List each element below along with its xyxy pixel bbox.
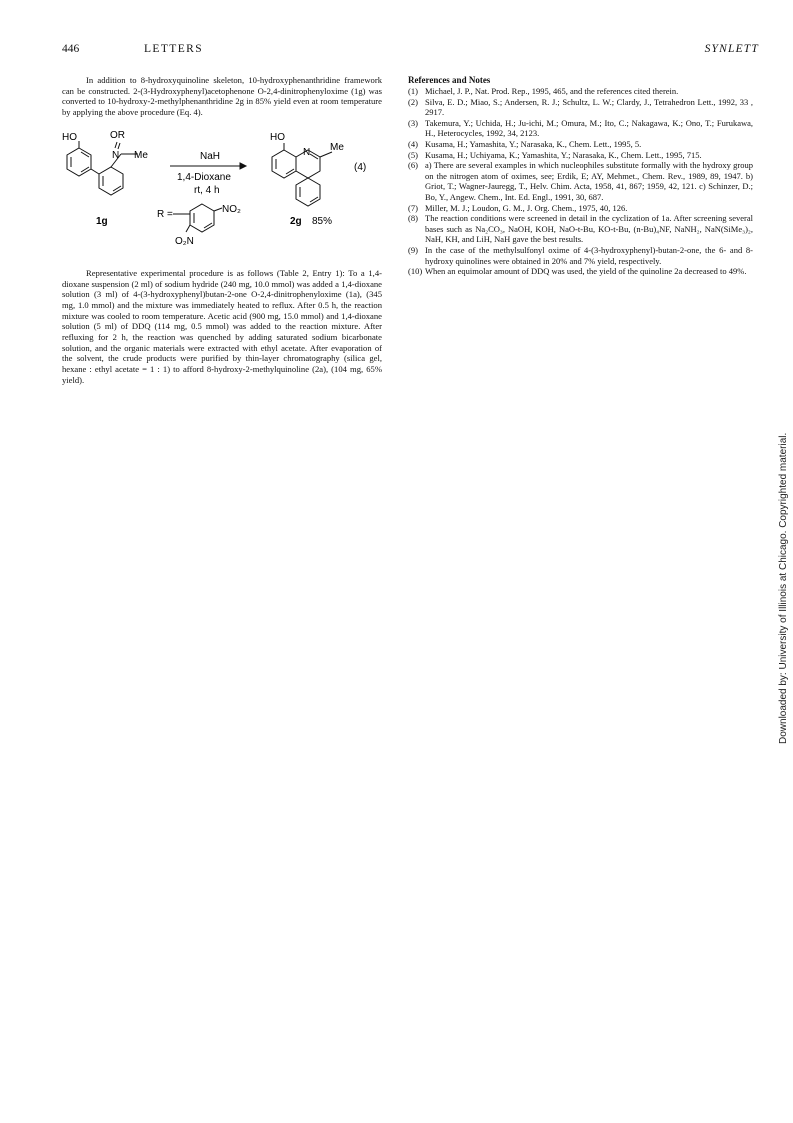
o2n-label: O₂N: [175, 235, 194, 247]
or-label: OR: [110, 129, 125, 141]
methyl-label-product: Me: [330, 141, 344, 153]
page-number: 446: [62, 43, 80, 55]
yield-label: 85%: [312, 215, 333, 227]
intro-paragraph: In addition to 8-hydroxyquinoline skeleton, 10-hydroxyphenanthridine framework can be constructed. 2-(3-Hydroxyphenyl)acetophenone O-2,4-dinitrophenyloxime (1g) was converted to 10-hydroxy-2-methylphenanthridine 2g in 85% yield even at room temperature by applying the above procedure (Eq. 4).: [62, 75, 382, 118]
reaction-scheme-drawing: [62, 128, 382, 256]
r-prefix: R =: [157, 208, 173, 220]
reference-item: (1) Michael, J. P., Nat. Prod. Rep., 1995, 465, and the references cited therein.: [408, 86, 679, 96]
reference-text: Michael, J. P., Nat. Prod. Rep., 1995, 465, and the references cited therein.: [425, 86, 679, 96]
ho-label-product: HO: [270, 131, 285, 143]
reference-item: (6) a) There are several examples in which nucleophiles substitute formally with the hydroxy group on the nitrogen atom of oximes, see; Erdik, E; AY, Mehmet., Chem. Rev., 1989, 89, 1947. b) Griot, T.; Wagner-Jauregg, T., Helv. Chim. Acta, 1958, 41, 867; 1959, 42, 121. c) Schinzer, D.; Bo, Y., Angew. Chem., Int. Ed. Engl., 1991, 30, 687.: [408, 160, 753, 202]
conditions-label: rt, 4 h: [194, 184, 220, 196]
reference-text: Takemura, Y.; Uchida, H.; Ju-ichi, M.; Omura, M.; Ito, C.; Nakagawa, K.; Ono, T.; Furukawa, H., Heterocycles, 1992, 34, 2123.: [425, 117, 753, 139]
ho-label-start: HO: [62, 131, 77, 143]
reaction-scheme: [62, 128, 382, 256]
reference-item: (4) Kusama, H.; Yamashita, Y.; Narasaka, K., Chem. Lett., 1995, 5.: [408, 138, 642, 149]
start-compound-label: 1g: [96, 215, 108, 227]
nitrogen-label-product: N: [303, 146, 311, 158]
reference-text: Kusama, H.; Yamashita, Y.; Narasaka, K., Chem. Lett., 1995, 5.: [425, 138, 642, 149]
reference-item: (8) The reaction conditions were screened in detail in the cyclization of 1a. After screening several bases such as Na₂CO₃, NaOH, KOH, NaO-t-Bu, KO-t-Bu, (n-Bu)₄NF, NaNH₂, NaN(SiMe₃)₂, NaH, KH, and LiH, NaH gave the best results.: [408, 213, 753, 245]
reference-text: Miller, M. J.; Loudon, G. M., J. Org. Chem., 1975, 40, 126.: [425, 202, 628, 213]
page-header: [62, 43, 759, 59]
reference-text: In the case of the methylsulfonyl oxime of 4-(3-hydroxyphenyl)-butan-2-one, the 6- and 8-hydroxy quinolines were obtained in 20% and 7% yield, respectively.: [425, 244, 753, 266]
reference-text: The reaction conditions were screened in detail in the cyclization of 1a. After screening several bases such as Na₂CO₃, NaOH, KOH, NaO-t-Bu, KO-t-Bu, (n-Bu)₄NF, NaNH₂, NaN(SiMe₃)₂, NaH, KH, and LiH, NaH gave the best results.: [425, 213, 753, 245]
download-watermark: Downloaded by: University of Illinois at Chicago. Copyrighted material.: [778, 432, 789, 744]
reference-text: a) There are several examples in which nucleophiles substitute formally with the hydroxy group on the nitrogen atom of oximes, see; Erdik, E; AY, Mehmet., Chem. Rev., 1989, 89, 1947. b) Griot, T.; Wagner-Jauregg, T., Helv. Chim. Acta, 1958, 41, 867; 1959, 42, 121. c) Schinzer, D.; Bo, Y., Angew. Chem., Int. Ed. Engl., 1991, 30, 687.: [425, 160, 753, 202]
reference-item: (7) Miller, M. J.; Loudon, G. M., J. Org. Chem., 1975, 40, 126.: [408, 202, 628, 213]
solvent-label: 1,4-Dioxane: [177, 171, 231, 183]
equation-number: (4): [354, 161, 367, 173]
references-column: [408, 75, 753, 277]
reference-item: (2) Silva, E. D.; Miao, S.; Andersen, R. J.; Schultz, L. W.; Clardy, J., Tetrahedron Lett., 1992, 33 , 2917.: [408, 96, 753, 118]
no2-label: NO₂: [222, 203, 241, 215]
reference-item: (9) In the case of the methylsulfonyl oxime of 4-(3-hydroxyphenyl)-butan-2-one, the 6- and 8-hydroxy quinolines were obtained in 20% and 7% yield, respectively.: [408, 244, 753, 266]
procedure-paragraph: Representative experimental procedure is as follows (Table 2, Entry 1): To a 1,4-dioxane suspension (2 ml) of sodium hydride (240 mg, 10.0 mmol) was added a 1,4-dioxane solution (3 ml) of 4-(3-hydroxyphenyl)butan-2-one O-2,4-dinitrophenyloxime (1a), (345 mg, 1.0 mmol) and the mixture was immediately heated to reflux. After 0.5 h, the reaction mixture was cooled to room temperature. Acetic acid (900 mg, 15.0 mmol) and 1,4-dioxane solution (5 ml) of DDQ (114 mg, 0.5 mmol) was added to the reaction mixture. After refluxing for 2 h, the reaction was quenched by adding saturated sodium bicarbonate solution, and the organic materials were extracted with ethyl acetate. After evaporation of the solvent, the crude products were purified by thin-layer chromatography (silica gel, hexane : ethyl acetate = 1 : 1) to afford 8-hydroxy-2-methylquinoline (2a), (104 mg, 65% yield).: [62, 267, 382, 385]
reference-item: (3) Takemura, Y.; Uchida, H.; Ju-ichi, M.; Omura, M.; Ito, C.; Nakagawa, K.; Ono, T.; Furukawa, H., Heterocycles, 1992, 34, 2123.: [408, 117, 753, 139]
reagent-label: NaH: [200, 150, 221, 162]
reference-item: (5) Kusama, H.; Uchiyama, K.; Yamashita, Y.; Narasaka, K., Chem. Lett., 1995, 715.: [408, 149, 702, 160]
reference-text: Kusama, H.; Uchiyama, K.; Yamashita, Y.; Narasaka, K., Chem. Lett., 1995, 715.: [425, 149, 702, 160]
nitrogen-label-start: N: [112, 149, 120, 161]
left-column: [62, 75, 382, 386]
reference-text: When an equimolar amount of DDQ was used, the yield of the quinoline 2a decreased to 49%.: [425, 266, 747, 277]
section-title: LETTERS: [144, 43, 203, 55]
reference-item: (10) When an equimolar amount of DDQ was used, the yield of the quinoline 2a decreased to 49%.: [408, 266, 747, 277]
reference-text: Silva, E. D.; Miao, S.; Andersen, R. J.; Schultz, L. W.; Clardy, J., Tetrahedron Lett., 1992, 33 , 2917.: [425, 96, 753, 118]
references-title: References and Notes: [408, 75, 491, 85]
methyl-label-start: Me: [134, 149, 148, 161]
product-compound-label: 2g: [290, 215, 302, 227]
journal-name: SYNLETT: [704, 43, 759, 55]
